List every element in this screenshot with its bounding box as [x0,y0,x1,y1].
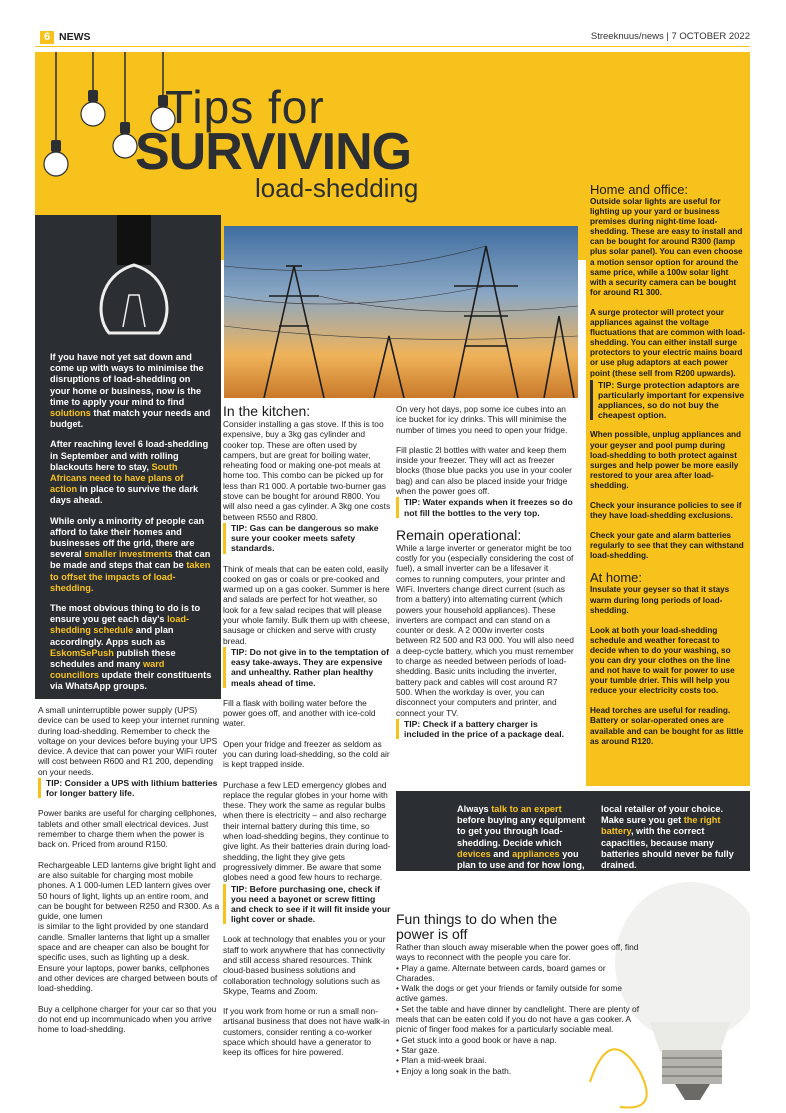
col1-p4: Ensure your laptops, power banks, cellphones and other devices are charged between bouts of load-shedding. [38,962,218,994]
col1-p3b: is similar to the light provided by one standard candle. Smaller lanterns that light up a smaller space and are cheaper can also be bought for specific uses, such as lighting up a desk. [38,921,210,963]
kitchen-p5: Purchase a few LED emergency globes and replace the regular globes in your home with these. They work the same as regular bulbs when there is electricity – and also recharge their internal battery during this time, so when load-shedding begins, they continue to give light. As their batteries drain during load-shedding, the light they give gets progressively dimmer. Be aware that some globes need a good few hours to recharge. [223,779,391,883]
home-office-p4: Check your insurance policies to see if they have load-shedding exclusions. [590,500,742,521]
lightbulb-icon [79,215,189,345]
intro-p3: While only a minority of people can afford to take their homes and businesses off the grid, there are several [50,515,205,560]
page-number: 6 [40,31,54,44]
intro-p3-highlight: smaller investments [84,549,173,560]
home-office-heading: Home and office: [590,182,689,197]
intro-p2: After reaching level 6 load-shedding in September and with rolling blackouts here to stay, [50,439,209,472]
title-line1: Tips for [165,81,325,133]
kitchen-p7: If you work from home or run a small non-artisanal business that does not have walk-in customers, consider renting a co-worker space which should have a generator to keep its offices for hire powered. [223,1006,390,1058]
pylon-silhouette-icon [224,226,578,398]
home-office-p5: Check your gate and alarm batteries regularly to see that they can withstand load-shedding. [590,531,744,561]
intro-p1: If you have not yet sat down and come up with ways to minimise the disruptions of load-shedding on your home or business, now is the time to apply your mind to find [50,352,204,407]
home-office-p2: A surge protector will protect your appliances against the voltage fluctuations that are common with load-shedding. You can either install surge protectors to your electric mains board or use plug adaptors at each power point (these sell from R200 upwards). [590,307,746,378]
expert-b-highlight: the right battery [601,815,721,837]
header-rule [35,46,750,47]
kitchen-p1: Consider installing a gas stove. If this is too expensive, buy a 3kg gas cylinder and cooker top. These are often used by campers, but are great for boiling water, reheating food or making one-pot meals at home too. This combo can be picked up for less than R1 000. A portable two-burner gas stove can be bought for around R800. You will also need a gas cylinder. A 3kg one costs between R550 and R800. [223,419,391,522]
intro-p4-end: update their constituents via WhatsApp groups. [50,670,212,692]
column-1 [38,705,220,1034]
kitchen-p4: Open your fridge and freezer as seldom as you can during load-shedding, so the cold air is kept trapped inside. [223,738,390,770]
expert-a1: Always [457,804,492,814]
fun-item-1: • Play a game. Alternate between cards, board games or Charades. [396,962,606,983]
col1-p5: Buy a cellphone charger for your car so that you do not end up incommunicado when you arrive home to load-shedding. [38,1003,217,1035]
at-home-p7: Look at both your load-shedding schedule and weather forecast to decide when to do your washing, so you can dry your clothes on the line and not have to wait for power to use your tumble drier. This will help you reduce your electricity costs too. [590,625,735,696]
expert-text-a [457,804,589,905]
col3-tip1: TIP: Water expands when it freezes so do not fill the bottles to the very top. [396,497,574,517]
kitchen-tip2: TIP: Do not give in to the temptation of easy take-aways. They are expensive and unhealthy. Rather plan healthy meals ahead of time. [223,647,391,688]
kitchen-p6: Look at technology that enables you or your staff to work anywhere that has connectivity and still access shared resources. Think cloud-based business solutions and collaboration technology solutions such as Skype, Teams and Zoom. [223,934,386,996]
col3-p2: Fill plastic 2l bottles with water and keep them inside your freezer. They will act as freezer blocks (those blue packs you use in your cooler bag) and can also be placed inside your fridge when the power goes off. [396,444,572,497]
col1-tip1: TIP: Consider a UPS with lithium batteries for longer battery life. [38,778,220,798]
intro-p4-highlight2: EskomSePush [50,647,114,658]
publication-date: Streeknuus/news | 7 OCTOBER 2022 [590,31,750,42]
intro-p3-mid: that can be made and steps that can be [50,549,211,571]
expert-a4: you plan to use and for how long, do some internet research and then go speak to a salesman at a [457,848,585,904]
expert-a3: and [490,848,513,859]
intro-p4-mid: and plan accordingly. Apps such as [50,625,174,647]
intro-p3-highlight2: taken to offset the impacts of load-shedding. [50,560,211,593]
at-home-p6: Insulate your geyser so that it stays warm during long periods of load-shedding. [590,585,730,615]
kitchen-column [223,404,391,1058]
col1-p2: Power banks are useful for charging cellphones, tablets and other small electrical devices. Just remember to charge them when the power is back on. Priced from around R150. [38,808,217,850]
at-home-heading: At home: [590,570,643,586]
home-office-tip1: TIP: Surge protection adaptors are particularly important for expensive appliances, so do not buy the cheapest option. [590,380,746,421]
expert-a-highlight: talk to an expert [491,804,562,814]
section-label: NEWS [59,31,91,43]
expert-a-highlight3: appliances [512,848,560,859]
kitchen-heading: In the kitchen: [223,403,311,419]
fun-item-6: • Plan a mid-week braai. [396,1055,487,1066]
intro-p1-end: that match your needs and budget. [50,408,211,430]
kitchen-p2: Think of meals that can be eaten cold, easily cooked on gas or coals or pre-cooked and warmed up on a gas cooker. Summer is here and salads are perfect for hot weather, so look for a few salad recipes that will please your whole family. Bulk them up with cheese, sausage or chicken and serve with crusty bread. [223,563,390,646]
intro-p4-highlight3: ward councillors [50,659,165,681]
column-3 [396,404,574,739]
fun-heading: Fun things to do when the power is off [396,911,558,942]
intro-text [50,352,212,693]
fun-item-3: • Set the table and have dinner by candlelight. There are plenty of meals that can be eaten cold if you do not have a gas cooker. A picnic of finger food makes for a particularly sociable meal. [396,1003,640,1035]
expert-b2: , with the correct capacities, because many batteries should never be fully drained. [601,826,734,871]
intro-p1-highlight: solutions [50,408,91,419]
intro-p4-mid2: publish these schedules and many [50,647,176,670]
page-header [35,30,750,44]
col3-p1: On very hot days, pop some ice cubes into an ice bucket for icy drinks. This will minimise the number of times you need to open your fridge. [396,404,568,435]
title-line2: SURVIVING [135,123,412,181]
fun-item-4: • Get stuck into a good book or have a nap. [396,1034,557,1045]
fun-intro: Rather than slouch away miserable when the power goes off, find ways to reconnect with the people you care for. [396,942,639,963]
fun-item-5: • Star gaze. [396,1044,440,1055]
at-home-p8: Head torches are useful for reading. Battery or solar-operated ones are available and can be bought for as little as around R120. [590,706,744,746]
intro-p2-end: in place to survive the dark days ahead. [50,484,199,506]
fun-item-2: • Walk the dogs or get your friends or family outside for some active games. [396,983,623,1004]
home-office-column [590,183,746,747]
intro-p4-highlight: load-shedding schedule [50,614,190,636]
pylons-photo [224,226,578,398]
kitchen-tip1: TIP: Gas can be dangerous so make sure your cooker meets safety standards. [223,523,391,554]
col3-tip2: TIP: Check if a battery charger is included in the price of a package deal. [396,719,574,739]
expert-text-b [601,804,739,871]
intro-p2-highlight: South Africans need to have plans of action [50,461,184,495]
expert-b1: local retailer of your choice. Make sure you get [601,804,724,826]
col1-p3: Rechargeable LED lanterns give bright light and are also suitable for charging most mobile phones. A 1 000-lumen LED lantern gives over 50 hours of light, lights up an entire room, and can be bought for between R250 and R300. As a guide, one lumen [38,859,220,922]
home-office-p3: When possible, unplug appliances and your geyser and pool pump during load-shedding to both protect against surges and help power be more easily restored to your area after load-shedding. [590,430,742,490]
fun-section [396,912,642,1076]
col3-p3: While a large inverter or generator might be too costly for you (especially considering the cost of fuel), a small inverter can be a lifesaver it comes to running computers, your printer and WiFi. Inverters change direct current (such as from a battery) into alternating current (which powers your household appliances). These inverters are compact and can stand on a counter or desk. A 2 000w inverter costs between R2 500 and R3 000. You will also need a deep-cycle battery, which you must remember to charge as needed between periods of load-shedding. Basic units including the inverter, battery pack and cables will cost around R7 500. When the workday is over, you can disconnect your computers and printer, and connect your TV. [396,542,574,718]
kitchen-tip3: TIP: Before purchasing one, check if you need a bayonet or screw fitting and check to see if it will fit inside your light cover or shade. [223,884,391,925]
title-line3: load-shedding [255,173,419,203]
expert-a2: before buying any equipment to get you through load-shedding. Decide which [457,815,586,848]
home-office-p1: Outside solar lights are useful for lighting up your yard or business premises during night-time load-shedding. These are easy to install and can be bought for around R300 (lamp plus solar panel). You can even choose a motion sensor option for around the same price, while a 100w solar light with a security camera can be bought for around R1 300. [590,197,743,297]
remain-operational-heading: Remain operational: [396,526,522,543]
kitchen-p3: Fill a flask with boiling water before the power goes off, and another with ice-cold water. [223,697,376,729]
intro-p4: The most obvious thing to do is to ensure you get each day's [50,603,201,625]
fun-item-7: • Enjoy a long soak in the bath. [396,1065,512,1076]
expert-a-highlight2: devices [457,848,491,859]
col1-p1: A small uninterruptible power supply (UPS) device can be used to keep your internet running during load-shedding. Remember to check the voltage on your devices before buying your UPS device. A device that can power your WiFi router will cost between R600 and R1 200, depending on your needs. [38,705,220,777]
